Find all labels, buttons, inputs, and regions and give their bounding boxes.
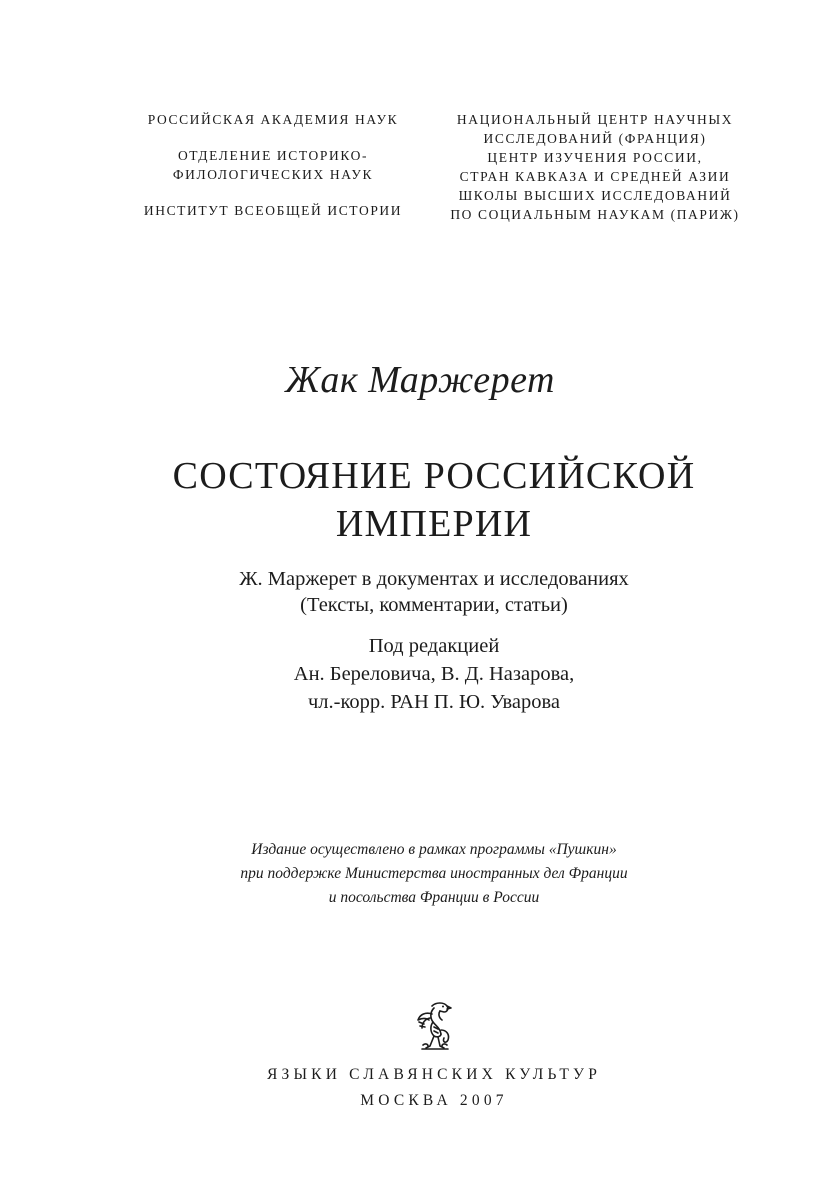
editors-block (0, 632, 840, 716)
institution-line: ИССЛЕДОВАНИЙ (ФРАНЦИЯ) (483, 131, 707, 146)
subtitle-line: Ж. Маржерет в документах и исследованиях (239, 568, 629, 590)
institution-line: ЦЕНТР ИЗУЧЕНИЯ РОССИИ, (487, 150, 703, 165)
institution-line: ПО СОЦИАЛЬНЫМ НАУКАМ (ПАРИЖ) (450, 207, 740, 222)
institution-line: ИНСТИТУТ ВСЕОБЩЕЙ ИСТОРИИ (143, 203, 403, 218)
institution-line: НАЦИОНАЛЬНЫЙ ЦЕНТР НАУЧНЫХ (456, 112, 734, 127)
note-line: Издание осуществлено в рамках программы «Пушкин» (251, 841, 617, 858)
publication-note (0, 838, 840, 910)
institution-line: СТРАН КАВКАЗА И СРЕДНЕЙ АЗИИ (459, 169, 731, 184)
publisher-name: ЯЗЫКИ СЛАВЯНСКИХ КУЛЬТУР (266, 1066, 602, 1083)
griffin-emblem-icon (410, 1000, 456, 1052)
header-left-institutions (118, 110, 428, 220)
book-title (0, 452, 840, 548)
institution-line: ФИЛОЛОГИЧЕСКИХ НАУК (172, 167, 374, 182)
note-line: и посольства Франции в России (328, 889, 540, 906)
editors-line: Ан. Береловича, В. Д. Назарова, (293, 663, 575, 685)
note-line: при поддержке Министерства иностранных дел Франции (240, 865, 628, 882)
institution-line: ОТДЕЛЕНИЕ ИСТОРИКО- (177, 148, 369, 163)
book-subtitle (0, 566, 840, 618)
publisher-block (0, 1062, 840, 1114)
editors-line: Под редакцией (368, 635, 500, 657)
institution-block (118, 110, 428, 129)
subtitle-line: (Тексты, комментарии, статьи) (300, 594, 568, 616)
header-right-institutions (430, 110, 760, 224)
institution-line: ШКОЛЫ ВЫСШИХ ИССЛЕДОВАНИЙ (458, 188, 732, 203)
institution-block (118, 201, 428, 220)
institution-line: РОССИЙСКАЯ АКАДЕМИЯ НАУК (147, 112, 399, 127)
publisher-city-year: МОСКВА 2007 (360, 1092, 508, 1109)
author-name: Жак Маржерет (285, 359, 555, 401)
book-title-line: СОСТОЯНИЕ РОССИЙСКОЙ (172, 455, 696, 497)
editors-line: чл.-корр. РАН П. Ю. Уварова (307, 691, 561, 713)
book-title-line: ИМПЕРИИ (335, 503, 533, 545)
institution-block (118, 146, 428, 184)
